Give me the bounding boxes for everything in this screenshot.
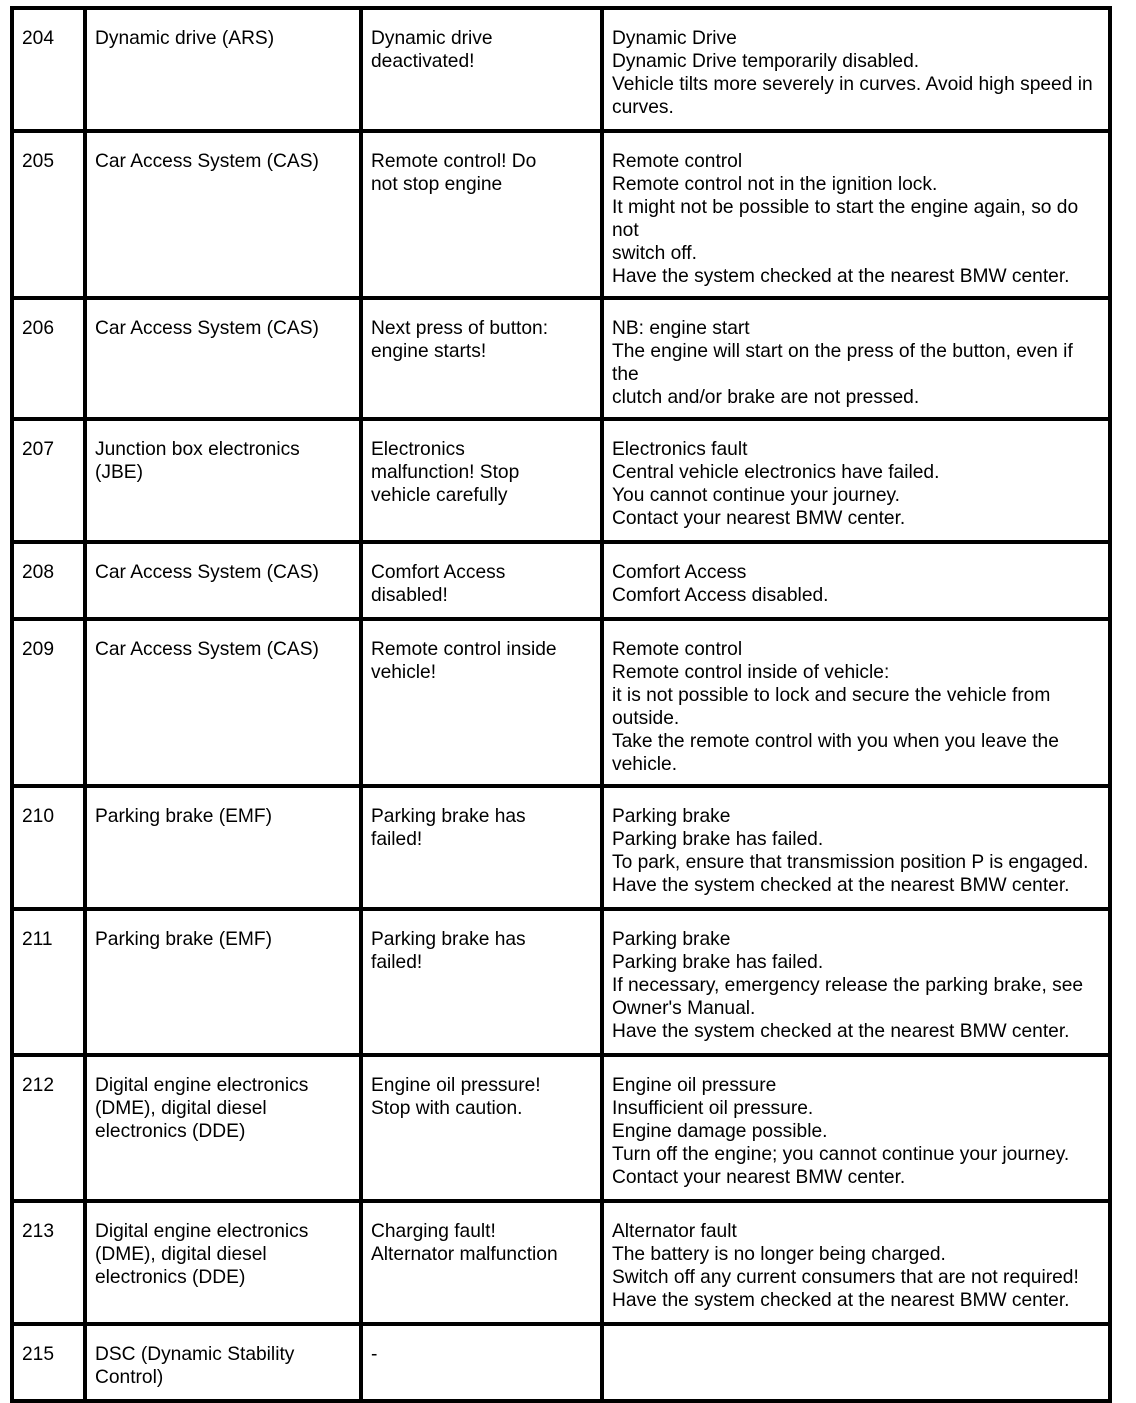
message-text: not stop engine	[371, 174, 503, 195]
message-cell	[361, 1324, 602, 1401]
table-row	[12, 298, 1110, 419]
message-cell	[361, 131, 602, 298]
system-cell	[85, 131, 361, 298]
check-control-table-container	[10, 6, 1112, 1403]
system-cell	[85, 1201, 361, 1324]
description-text: Have the system checked at the nearest BMW center.	[612, 266, 1070, 287]
message-text: Stop with caution.	[371, 1098, 523, 1119]
system-text: Dynamic drive (ARS)	[95, 28, 275, 49]
description-cell	[602, 8, 1110, 131]
table-row	[12, 1201, 1110, 1324]
system-text: (DME), digital diesel	[95, 1098, 267, 1119]
message-text: failed!	[371, 952, 423, 973]
description-text: It might not be possible to start the engine again, so do not	[612, 197, 1079, 241]
code-text: 206	[22, 318, 55, 339]
table-row	[12, 131, 1110, 298]
system-text: Digital engine electronics	[95, 1075, 309, 1096]
description-text: Turn off the engine; you cannot continue your journey.	[612, 1144, 1070, 1165]
message-text: deactivated!	[371, 51, 475, 72]
code-cell	[12, 786, 85, 909]
system-cell	[85, 542, 361, 619]
description-text: Have the system checked at the nearest BMW center.	[612, 1290, 1070, 1311]
description-text: Remote control inside of vehicle:	[612, 662, 890, 683]
description-cell	[602, 619, 1110, 786]
message-text: Electronics	[371, 439, 465, 460]
description-text: Engine oil pressure	[612, 1075, 777, 1096]
system-text: Car Access System (CAS)	[95, 318, 319, 339]
message-cell	[361, 1201, 602, 1324]
code-cell	[12, 619, 85, 786]
description-text: Parking brake	[612, 929, 731, 950]
code-cell	[12, 298, 85, 419]
message-text: Parking brake has	[371, 806, 526, 827]
system-text: electronics (DDE)	[95, 1267, 246, 1288]
system-text: (JBE)	[95, 462, 143, 483]
table-row	[12, 786, 1110, 909]
description-text: Engine damage possible.	[612, 1121, 828, 1142]
description-cell	[602, 786, 1110, 909]
system-text: Car Access System (CAS)	[95, 639, 319, 660]
description-text: Have the system checked at the nearest BMW center.	[612, 875, 1070, 896]
code-text: 209	[22, 639, 55, 660]
code-text: 211	[22, 929, 53, 950]
description-text: Contact your nearest BMW center.	[612, 1167, 906, 1188]
message-cell	[361, 619, 602, 786]
description-cell	[602, 1324, 1110, 1401]
message-text: -	[371, 1344, 378, 1365]
description-text: The engine will start on the press of the button, even if the	[612, 341, 1073, 385]
message-text: Next press of button:	[371, 318, 549, 339]
description-text: switch off.	[612, 243, 697, 264]
description-cell	[602, 1201, 1110, 1324]
system-cell	[85, 298, 361, 419]
description-text: To park, ensure that transmission position P is engaged.	[612, 852, 1089, 873]
description-text: If necessary, emergency release the parking brake, see	[612, 975, 1084, 996]
code-text: 207	[22, 439, 55, 460]
table-row	[12, 1324, 1110, 1401]
description-cell	[602, 542, 1110, 619]
system-text: Parking brake (EMF)	[95, 929, 272, 950]
description-text: Have the system checked at the nearest BMW center.	[612, 1021, 1070, 1042]
message-text: Remote control! Do	[371, 151, 537, 172]
message-cell	[361, 909, 602, 1055]
table-row	[12, 909, 1110, 1055]
code-cell	[12, 1324, 85, 1401]
description-text: Insufficient oil pressure.	[612, 1098, 814, 1119]
message-text: Dynamic drive	[371, 28, 493, 49]
system-cell	[85, 8, 361, 131]
table-row	[12, 419, 1110, 542]
code-cell	[12, 1201, 85, 1324]
system-cell	[85, 909, 361, 1055]
code-cell	[12, 131, 85, 298]
system-cell	[85, 1055, 361, 1201]
code-cell	[12, 8, 85, 131]
description-text: it is not possible to lock and secure the vehicle from outside.	[612, 685, 1051, 729]
description-text: Electronics fault	[612, 439, 748, 460]
code-text: 208	[22, 562, 55, 583]
message-text: engine starts!	[371, 341, 487, 362]
code-cell	[12, 542, 85, 619]
table-body	[12, 8, 1110, 1401]
description-text: Comfort Access	[612, 562, 747, 583]
system-cell	[85, 786, 361, 909]
system-text: DSC (Dynamic Stability	[95, 1344, 295, 1365]
message-text: vehicle carefully	[371, 485, 508, 506]
description-text: Parking brake has failed.	[612, 829, 824, 850]
message-text: vehicle!	[371, 662, 437, 683]
message-text: Comfort Access	[371, 562, 506, 583]
description-cell	[602, 419, 1110, 542]
system-text: Digital engine electronics	[95, 1221, 309, 1242]
system-cell	[85, 419, 361, 542]
description-text: Remote control	[612, 639, 743, 660]
code-text: 204	[22, 28, 55, 49]
message-cell	[361, 8, 602, 131]
message-text: Engine oil pressure!	[371, 1075, 541, 1096]
system-text: Control)	[95, 1367, 164, 1388]
system-text: Car Access System (CAS)	[95, 151, 319, 172]
system-text: Junction box electronics	[95, 439, 300, 460]
message-cell	[361, 298, 602, 419]
description-text: Central vehicle electronics have failed.	[612, 462, 940, 483]
system-cell	[85, 619, 361, 786]
description-text: Comfort Access disabled.	[612, 585, 829, 606]
message-cell	[361, 1055, 602, 1201]
description-text: Alternator fault	[612, 1221, 737, 1242]
message-cell	[361, 542, 602, 619]
description-text: Owner's Manual.	[612, 998, 756, 1019]
code-text: 212	[22, 1075, 55, 1096]
message-text: Remote control inside	[371, 639, 557, 660]
description-text: Dynamic Drive	[612, 28, 737, 49]
code-text: 205	[22, 151, 55, 172]
code-cell	[12, 909, 85, 1055]
description-text: Take the remote control with you when you leave the vehicle.	[612, 731, 1059, 775]
table-row	[12, 1055, 1110, 1201]
description-text: NB: engine start	[612, 318, 750, 339]
table-row	[12, 542, 1110, 619]
code-text: 210	[22, 806, 55, 827]
description-text: Contact your nearest BMW center.	[612, 508, 906, 529]
description-text: You cannot continue your journey.	[612, 485, 901, 506]
message-text: Charging fault!	[371, 1221, 496, 1242]
description-cell	[602, 909, 1110, 1055]
description-cell	[602, 298, 1110, 419]
description-text: The battery is no longer being charged.	[612, 1244, 946, 1265]
system-text: electronics (DDE)	[95, 1121, 246, 1142]
description-text: Parking brake has failed.	[612, 952, 824, 973]
description-text: Remote control	[612, 151, 743, 172]
table-row	[12, 619, 1110, 786]
description-text: clutch and/or brake are not pressed.	[612, 387, 920, 408]
description-cell	[602, 131, 1110, 298]
message-cell	[361, 419, 602, 542]
description-text: Vehicle tilts more severely in curves. Avoid high speed in	[612, 74, 1093, 95]
description-text: Dynamic Drive temporarily disabled.	[612, 51, 920, 72]
message-text: disabled!	[371, 585, 448, 606]
description-text: Parking brake	[612, 806, 731, 827]
check-control-table	[10, 6, 1112, 1403]
message-text: malfunction! Stop	[371, 462, 520, 483]
code-text: 215	[22, 1344, 55, 1365]
message-cell	[361, 786, 602, 909]
code-cell	[12, 419, 85, 542]
message-text: Parking brake has	[371, 929, 526, 950]
system-text: (DME), digital diesel	[95, 1244, 267, 1265]
system-text: Parking brake (EMF)	[95, 806, 272, 827]
description-text: Switch off any current consumers that are not required!	[612, 1267, 1079, 1288]
message-text: Alternator malfunction	[371, 1244, 558, 1265]
description-cell	[602, 1055, 1110, 1201]
description-text: Remote control not in the ignition lock.	[612, 174, 938, 195]
system-text: Car Access System (CAS)	[95, 562, 319, 583]
table-row	[12, 8, 1110, 131]
description-text: curves.	[612, 97, 674, 118]
code-cell	[12, 1055, 85, 1201]
message-text: failed!	[371, 829, 423, 850]
system-cell	[85, 1324, 361, 1401]
code-text: 213	[22, 1221, 55, 1242]
